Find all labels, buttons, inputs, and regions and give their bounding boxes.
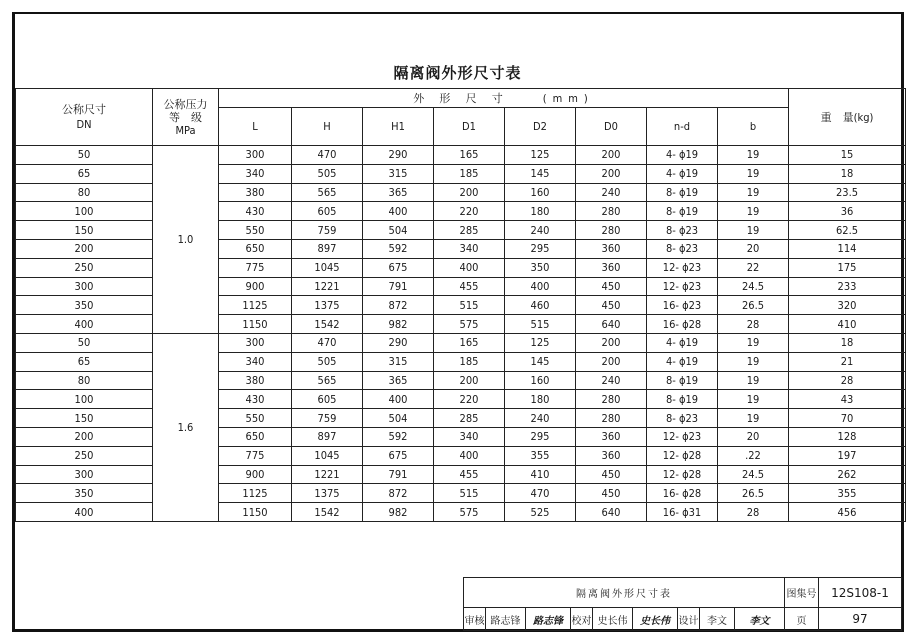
table-row [16,296,906,315]
page-title: 隔离阀外形尺寸表 [393,64,522,82]
cell-d0: 200 [576,146,647,165]
table-row [16,427,906,446]
checker-name: 史长伟 [593,608,633,631]
cell-l: 775 [219,446,292,465]
cell-weight: 62.5 [789,221,906,240]
cell-l: 340 [219,352,292,371]
cell-d0: 360 [576,427,647,446]
cell-b: 20 [718,239,789,258]
cell-weight: 320 [789,296,906,315]
header-b: b [718,108,789,146]
cell-nd: 8- ϕ19 [647,183,718,202]
cell-b: 22 [718,258,789,277]
cell-d1: 340 [434,427,505,446]
cell-h: 1221 [292,277,363,296]
cell-d1: 220 [434,202,505,221]
cell-dn: 100 [16,202,153,221]
designer-name: 李文 [700,608,735,631]
cell-nd: 12- ϕ23 [647,277,718,296]
cell-d2: 125 [505,146,576,165]
table-row [16,146,906,165]
cell-dn: 200 [16,427,153,446]
cell-b: 28 [718,503,789,522]
cell-h1: 791 [363,465,434,484]
cell-h: 565 [292,371,363,390]
header-L: L [219,108,292,146]
header-D1: D1 [434,108,505,146]
title-block [463,577,902,631]
cell-d1: 185 [434,164,505,183]
cell-d0: 640 [576,503,647,522]
reviewer-signature: 路志锋 [526,608,571,631]
cell-h: 470 [292,146,363,165]
cell-dn: 80 [16,371,153,390]
cell-dn: 50 [16,146,153,165]
header-pressure-unit: MPa [175,123,196,137]
cell-weight: 21 [789,352,906,371]
page-number: 97 [819,608,902,631]
table-row [16,484,906,503]
cell-d2: 160 [505,371,576,390]
cell-dn: 250 [16,258,153,277]
cell-l: 300 [219,333,292,352]
cell-d2: 240 [505,221,576,240]
cell-nd: 12- ϕ28 [647,465,718,484]
cell-nd: 16- ϕ28 [647,315,718,334]
cell-nd: 4- ϕ19 [647,352,718,371]
cell-nd: 8- ϕ23 [647,239,718,258]
table-row [16,333,906,352]
cell-h: 1375 [292,296,363,315]
cell-dn: 100 [16,390,153,409]
cell-nd: 12- ϕ23 [647,427,718,446]
table-row [16,315,906,334]
header-pressure-label: 公称压力 [163,97,208,111]
cell-d0: 280 [576,390,647,409]
header-dn-label: 公称尺寸 [62,103,106,116]
cell-dn: 65 [16,164,153,183]
cell-weight: 36 [789,202,906,221]
cell-h: 1045 [292,446,363,465]
cell-weight: 262 [789,465,906,484]
cell-weight: 175 [789,258,906,277]
cell-l: 550 [219,409,292,428]
cell-weight: 128 [789,427,906,446]
cell-weight: 197 [789,446,906,465]
cell-weight: 233 [789,277,906,296]
cell-d0: 200 [576,352,647,371]
table-row [16,183,906,202]
cell-d2: 125 [505,333,576,352]
header-dn [16,89,153,146]
cell-h: 897 [292,427,363,446]
table-row [16,352,906,371]
cell-nd: 8- ϕ19 [647,202,718,221]
cell-d0: 280 [576,409,647,428]
cell-d2: 470 [505,484,576,503]
cell-d0: 280 [576,202,647,221]
cell-weight: 23.5 [789,183,906,202]
cell-l: 550 [219,221,292,240]
cell-h1: 675 [363,446,434,465]
cell-l: 300 [219,146,292,165]
cell-d1: 575 [434,503,505,522]
cell-h: 1542 [292,315,363,334]
cell-dn: 50 [16,333,153,352]
cell-b: 26.5 [718,296,789,315]
cell-d2: 355 [505,446,576,465]
cell-b: 24.5 [718,277,789,296]
cell-d0: 450 [576,277,647,296]
cell-h: 1221 [292,465,363,484]
table-body [16,146,906,522]
cell-h: 605 [292,390,363,409]
cell-d2: 460 [505,296,576,315]
cell-d0: 200 [576,164,647,183]
cell-d1: 200 [434,371,505,390]
cell-h1: 315 [363,352,434,371]
cell-d1: 285 [434,409,505,428]
header-weight: 重 量(kg) [789,89,906,146]
cell-b: 26.5 [718,484,789,503]
cell-d0: 240 [576,183,647,202]
header-H: H [292,108,363,146]
cell-dn: 300 [16,277,153,296]
cell-d2: 160 [505,183,576,202]
cell-d2: 525 [505,503,576,522]
table-row [16,465,906,484]
cell-b: 19 [718,371,789,390]
header-dn-unit: DN [76,118,92,131]
cell-weight: 15 [789,146,906,165]
cell-d2: 240 [505,409,576,428]
cell-dn: 400 [16,503,153,522]
cell-h1: 982 [363,503,434,522]
cell-h1: 592 [363,427,434,446]
cell-d0: 360 [576,239,647,258]
cell-weight: 410 [789,315,906,334]
cell-pressure: 1.0 [153,146,219,334]
cell-d1: 515 [434,484,505,503]
cell-b: 19 [718,333,789,352]
cell-d2: 295 [505,427,576,446]
table-row [16,164,906,183]
cell-b: 19 [718,409,789,428]
cell-h: 897 [292,239,363,258]
cell-weight: 114 [789,239,906,258]
cell-h: 470 [292,333,363,352]
cell-d2: 145 [505,164,576,183]
cell-d0: 450 [576,296,647,315]
cell-nd: 8- ϕ23 [647,409,718,428]
cell-l: 430 [219,202,292,221]
cell-d1: 165 [434,146,505,165]
cell-h1: 315 [363,164,434,183]
cell-nd: 4- ϕ19 [647,146,718,165]
cell-h1: 365 [363,371,434,390]
table-row [16,239,906,258]
cell-b: 19 [718,202,789,221]
cell-b: 19 [718,164,789,183]
title-block-title: 隔离阀外形尺寸表 [464,578,785,608]
header-pressure [153,89,219,146]
cell-h: 759 [292,221,363,240]
cell-dn: 65 [16,352,153,371]
cell-h1: 675 [363,258,434,277]
cell-h1: 592 [363,239,434,258]
table-row [16,202,906,221]
cell-nd: 8- ϕ23 [647,221,718,240]
cell-weight: 28 [789,371,906,390]
cell-d2: 515 [505,315,576,334]
header-D2: D2 [505,108,576,146]
cell-d1: 575 [434,315,505,334]
cell-b: 19 [718,390,789,409]
cell-weight: 355 [789,484,906,503]
cell-dn: 300 [16,465,153,484]
cell-d2: 180 [505,390,576,409]
cell-l: 1125 [219,296,292,315]
table-row [16,258,906,277]
cell-h1: 504 [363,409,434,428]
cell-b: .22 [718,446,789,465]
cell-weight: 70 [789,409,906,428]
table-row [16,446,906,465]
cell-h: 505 [292,352,363,371]
table-row [16,409,906,428]
reviewer-name: 路志锋 [486,608,526,631]
atlas-label: 图集号 [785,578,819,608]
cell-nd: 12- ϕ28 [647,446,718,465]
cell-l: 380 [219,183,292,202]
table-row [16,277,906,296]
dimension-table [15,88,906,522]
cell-d2: 180 [505,202,576,221]
cell-weight: 18 [789,333,906,352]
cell-l: 340 [219,164,292,183]
cell-d1: 165 [434,333,505,352]
cell-d0: 450 [576,484,647,503]
cell-d1: 220 [434,390,505,409]
cell-d1: 515 [434,296,505,315]
cell-d0: 360 [576,446,647,465]
cell-d0: 240 [576,371,647,390]
cell-nd: 4- ϕ19 [647,333,718,352]
header-dimensions-group: 外 形 尺 寸 (mm) [219,89,789,108]
table-row [16,371,906,390]
cell-d2: 400 [505,277,576,296]
cell-dn: 350 [16,296,153,315]
cell-h1: 290 [363,146,434,165]
cell-nd: 16- ϕ31 [647,503,718,522]
cell-d1: 285 [434,221,505,240]
cell-h1: 872 [363,296,434,315]
cell-b: 19 [718,352,789,371]
cell-d0: 640 [576,315,647,334]
cell-h1: 400 [363,202,434,221]
cell-l: 650 [219,239,292,258]
header-H1: H1 [363,108,434,146]
cell-dn: 150 [16,221,153,240]
cell-d1: 400 [434,258,505,277]
cell-nd: 8- ϕ19 [647,390,718,409]
cell-d0: 200 [576,333,647,352]
cell-d1: 455 [434,465,505,484]
cell-weight: 43 [789,390,906,409]
cell-dn: 400 [16,315,153,334]
cell-nd: 8- ϕ19 [647,371,718,390]
cell-pressure: 1.6 [153,333,219,521]
cell-dn: 80 [16,183,153,202]
cell-b: 20 [718,427,789,446]
table-row [16,503,906,522]
cell-nd: 16- ϕ28 [647,484,718,503]
header-pressure-grade: 等 级 [169,110,202,124]
cell-d2: 410 [505,465,576,484]
table-row [16,221,906,240]
cell-h1: 365 [363,183,434,202]
cell-h1: 791 [363,277,434,296]
cell-d1: 200 [434,183,505,202]
cell-b: 19 [718,183,789,202]
cell-l: 775 [219,258,292,277]
cell-h1: 504 [363,221,434,240]
cell-d2: 145 [505,352,576,371]
cell-nd: 16- ϕ23 [647,296,718,315]
design-label: 设计 [678,608,700,631]
cell-h: 505 [292,164,363,183]
cell-dn: 350 [16,484,153,503]
cell-h1: 872 [363,484,434,503]
cell-h: 1542 [292,503,363,522]
cell-h1: 400 [363,390,434,409]
cell-dn: 150 [16,409,153,428]
cell-l: 430 [219,390,292,409]
cell-h1: 982 [363,315,434,334]
cell-nd: 4- ϕ19 [647,164,718,183]
cell-l: 900 [219,277,292,296]
cell-b: 19 [718,221,789,240]
cell-d1: 185 [434,352,505,371]
header-D0: D0 [576,108,647,146]
header-n-d: n-d [647,108,718,146]
cell-weight: 18 [789,164,906,183]
cell-l: 1150 [219,315,292,334]
review-label: 审核 [464,608,486,631]
cell-b: 19 [718,146,789,165]
cell-nd: 12- ϕ23 [647,258,718,277]
cell-h: 605 [292,202,363,221]
cell-d0: 450 [576,465,647,484]
cell-d0: 360 [576,258,647,277]
cell-h: 1045 [292,258,363,277]
cell-h: 1375 [292,484,363,503]
cell-l: 1125 [219,484,292,503]
checker-signature: 史长伟 [633,608,678,631]
cell-dn: 200 [16,239,153,258]
cell-d1: 400 [434,446,505,465]
cell-b: 28 [718,315,789,334]
designer-signature: 李文 [735,608,785,631]
cell-l: 1150 [219,503,292,522]
cell-d0: 280 [576,221,647,240]
cell-d2: 350 [505,258,576,277]
cell-h: 565 [292,183,363,202]
atlas-number: 12S108-1 [819,578,902,608]
cell-l: 650 [219,427,292,446]
check-label: 校对 [571,608,593,631]
cell-dn: 250 [16,446,153,465]
cell-d1: 455 [434,277,505,296]
cell-weight: 456 [789,503,906,522]
cell-l: 900 [219,465,292,484]
cell-d2: 295 [505,239,576,258]
cell-d1: 340 [434,239,505,258]
cell-h1: 290 [363,333,434,352]
table-row [16,390,906,409]
page-label: 页 [785,608,819,631]
cell-h: 759 [292,409,363,428]
cell-l: 380 [219,371,292,390]
cell-b: 24.5 [718,465,789,484]
